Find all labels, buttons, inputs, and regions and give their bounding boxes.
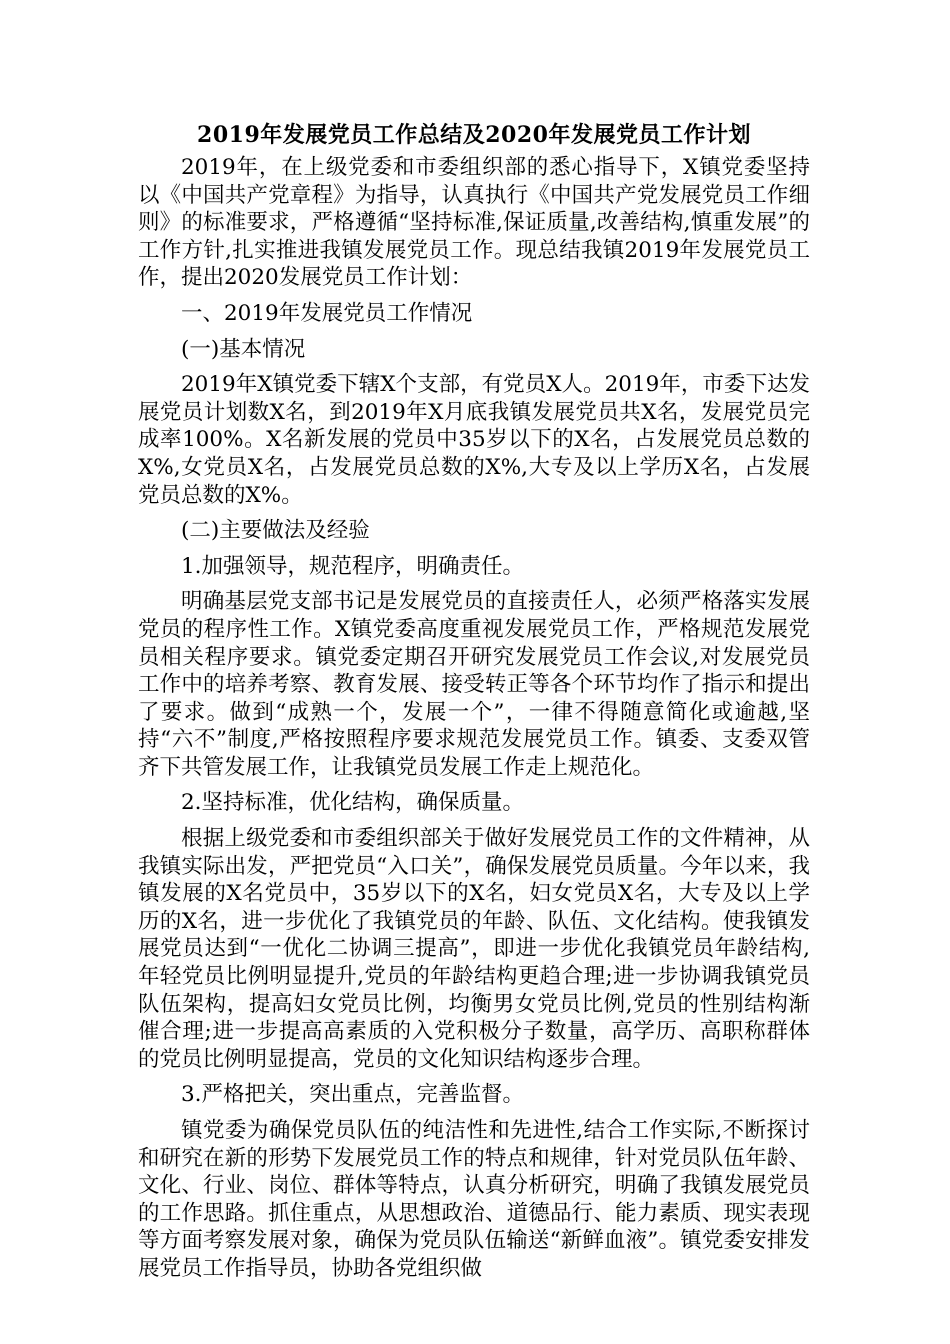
basic-situation-paragraph: 2019年X镇党委下辖X个支部，有党员X人。2019年，市委下达发展党员计划数X名，到2019年X月底我镇发展党员共X名，发展党员完成率100%。X名新发展的党员中35岁以下的X名，占发展党员总数的X%,女党员X名，占发展党员总数的X%,大专及以上学历X名，占发展党员总数的X%。 [138, 372, 810, 508]
point-heading-1: 1.加强领导，规范程序，明确责任。 [181, 553, 525, 579]
document-title: 2019年发展党员工作总结及2020年发展党员工作计划 [197, 122, 751, 148]
point-3-paragraph: 镇党委为确保党员队伍的纯洁性和先进性,结合工作实际,不断探讨和研究在新的形势下发展党员工作的特点和规律，针对党员队伍年龄、文化、行业、岗位、群体等特点，认真分析研究，明确了我镇发展党员的工作思路。抓住重点，从思想政治、道德品行、能力素质、现实表现等方面考察发展对象，确保为党员队伍输送“新鲜血液”。镇党委安排发展党员工作指导员，协助各党组织做 [138, 1118, 810, 1281]
subsection-heading-methods: (二)主要做法及经验 [181, 518, 370, 544]
point-1-paragraph: 明确基层党支部书记是发展党员的直接责任人，必须严格落实发展党员的程序性工作。X镇党委高度重视发展党员工作，严格规范发展党员相关程序要求。镇党委定期召开研究发展党员工作会议,对发展党员工作中的培养考察、教育发展、接受转正等各个环节均作了指示和提出了要求。做到“成熟一个，发展一个”，一律不得随意简化或逾越,坚持“六不”制度,严格按照程序要求规范发展党员工作。镇委、支委双管齐下共管发展工作，让我镇党员发展工作走上规范化。 [138, 589, 810, 780]
section-heading-1: 一、2019年发展党员工作情况 [181, 300, 473, 326]
document-page [138, 118, 810, 1291]
point-2-paragraph: 根据上级党委和市委组织部关于做好发展党员工作的文件精神，从我镇实际出发，严把党员“入口关”，确保发展党员质量。今年以来，我镇发展的X名党员中，35岁以下的X名，妇女党员X名，大专及以上学历的X名，进一步优化了我镇党员的年龄、队伍、文化结构。使我镇发展党员达到“一优化二协调三提高”，即进一步优化我镇党员年龄结构,年轻党员比例明显提升,党员的年龄结构更趋合理;进一步协调我镇党员队伍架构，提高妇女党员比例，均衡男女党员比例,党员的性别结构渐催合理;进一步提高高素质的入党积极分子数量，高学历、高职称群体的党员比例明显提高，党员的文化知识结构逐步合理。 [138, 826, 810, 1072]
intro-paragraph: 2019年，在上级党委和市委组织部的悉心指导下，X镇党委坚持以《中国共产党章程》为指导，认真执行《中国共产党发展党员工作细则》的标准要求，严格遵循“坚持标准,保证质量,改善结构,慎重发展”的工作方针,扎实推进我镇发展党员工作。现总结我镇2019年发展党员工作，提出2020发展党员工作计划： [138, 155, 810, 291]
point-heading-2: 2.坚持标准，优化结构，确保质量。 [181, 790, 525, 816]
subsection-heading-basic: (一)基本情况 [181, 336, 306, 362]
point-heading-3: 3.严格把关，突出重点，完善监督。 [181, 1082, 525, 1108]
